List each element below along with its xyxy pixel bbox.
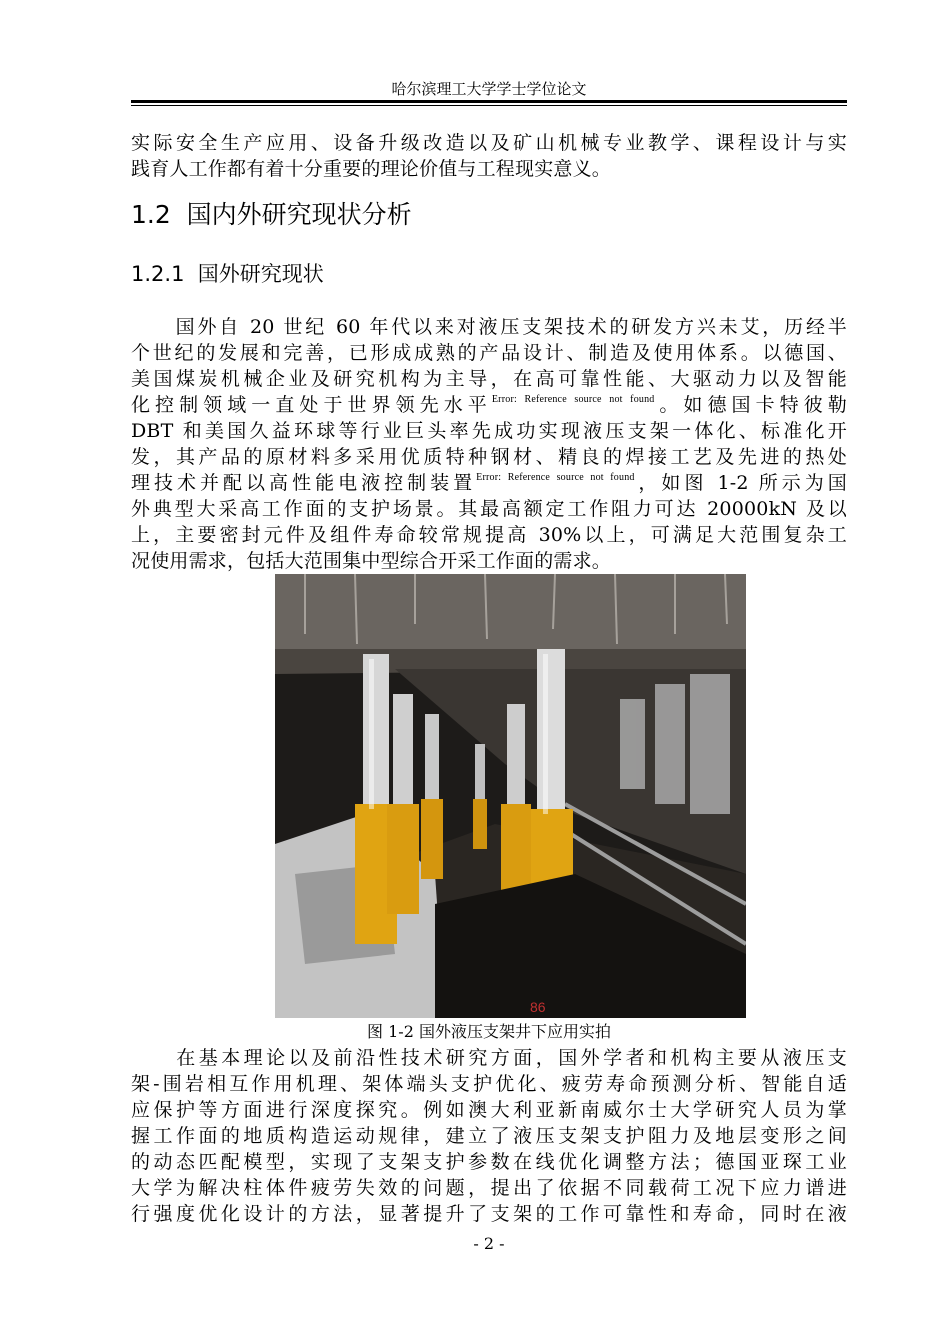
section-number: 1.2 bbox=[131, 200, 171, 229]
reference-error: Error: Reference source not found bbox=[491, 394, 655, 405]
page-number: - 2 - bbox=[473, 1234, 505, 1253]
text-line: 行强度优化设计的方法，显著提升了支架的工作可靠性和寿命，同时在液 bbox=[131, 1203, 847, 1225]
reference-error: Error: Reference source not found bbox=[476, 472, 635, 483]
paragraph-foreign-research bbox=[131, 314, 847, 574]
page-header: 哈尔滨理工大学学士学位论文 bbox=[391, 80, 587, 98]
text-line: 实际安全生产应用、设备升级改造以及矿山机械专业教学、课程设计与实 bbox=[131, 132, 847, 154]
text-line: 外典型大采高工作面的支护场景。其最高额定工作阻力可达 20000kN 及以 bbox=[131, 498, 847, 520]
text-line: 大学为解决柱体件疲劳失效的问题，提出了依据不同载荷工况下应力谱进 bbox=[131, 1177, 847, 1199]
text-line: 应保护等方面进行深度探究。例如澳大利亚新南威尔士大学研究人员为掌 bbox=[131, 1099, 847, 1121]
text-line: 个世纪的发展和完善，已形成成熟的产品设计、制造及使用体系。以德国、 bbox=[131, 342, 847, 364]
text-line: 发，其产品的原材料多采用优质特种钢材、精良的焊接工艺及先进的热处 bbox=[131, 446, 847, 468]
figure-photo-hydraulic-supports bbox=[275, 574, 746, 1018]
subsection-heading bbox=[131, 258, 324, 288]
section-title: 国内外研究现状分析 bbox=[186, 200, 412, 229]
subsection-title: 国外研究现状 bbox=[197, 262, 324, 286]
text-line: 美国煤炭机械企业及研究机构为主导，在高可靠性能、大驱动力以及智能 bbox=[131, 368, 847, 390]
text-line: 架-围岩相互作用机理、架体端头支护优化、疲劳寿命预测分析、智能自适 bbox=[131, 1073, 847, 1095]
text-line: 在基本理论以及前沿性技术研究方面，国外学者和机构主要从液压支 bbox=[173, 1047, 847, 1069]
figure-caption: 图 1-2 国外液压支架井下应用实拍 bbox=[367, 1022, 611, 1041]
header-rule-thin bbox=[131, 105, 847, 106]
paragraph-continued bbox=[131, 130, 847, 182]
text-line: 践育人工作都有着十分重要的理论价值与工程现实意义。 bbox=[131, 158, 612, 180]
text-line: 上，主要密封元件及组件寿命较常规提高 30%以上，可满足大范围复杂工 bbox=[131, 524, 847, 546]
text-line: 国外自 20 世纪 60 年代以来对液压支架技术的研发方兴未艾，历经半 bbox=[173, 316, 847, 338]
text-line: 理技术并配以高性能电液控制装置$^{Error: Reference source not found}$，如图 1-2 所示为国 bbox=[131, 472, 847, 494]
text-line: 化控制领域一直处于世界领先水平$^{Error: Reference source not found}$。如德国卡特彼勒 bbox=[131, 394, 847, 416]
subsection-number: 1.2.1 bbox=[131, 262, 185, 286]
text-line: 的动态匹配模型，实现了支架支护参数在线优化调整方法；德国亚琛工业 bbox=[131, 1151, 847, 1173]
text-line: 况使用需求，包括大范围集中型综合开采工作面的需求。 bbox=[131, 550, 612, 572]
header-rule-thick bbox=[131, 100, 847, 103]
text-line: DBT 和美国久益环球等行业巨头率先成功实现液压支架一体化、标准化开 bbox=[131, 420, 847, 442]
section-heading bbox=[131, 195, 412, 231]
photo-marking: 86 bbox=[530, 999, 546, 1015]
text-line: 握工作面的地质构造运动规律，建立了液压支架支护阻力及地层变形之间 bbox=[131, 1125, 847, 1147]
paragraph-theory-research bbox=[131, 1045, 847, 1227]
